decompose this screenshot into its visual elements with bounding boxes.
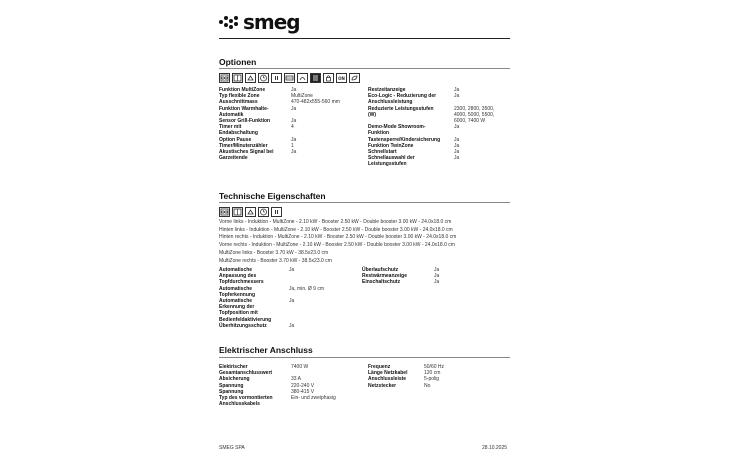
spec-key: Funktion Warmhalte- Automatik [219, 105, 269, 118]
electrical-right-list [368, 364, 510, 389]
multizone-icon [219, 73, 230, 83]
zone-line: Vorne rechts - Induktion - MultiZone - 2.10 kW - Booster 2.50 kW - Double booster 3.00 kW - 24.0x18.0 cm [219, 242, 455, 249]
options-rule [219, 68, 510, 69]
spec-value: 1 [291, 142, 294, 149]
zone-line: Vorne links - Induktion - MultiZone - 2.10 kW - Booster 2.50 kW - Double booster 3.00 kW - 24.0x18.0 cm [219, 219, 452, 225]
spec-value: Ein- und zweiphasig [291, 395, 336, 402]
options-left-list [219, 87, 369, 161]
spec-key: Ausschnittmass [219, 99, 258, 106]
spec-key: Überlaufschutz [362, 267, 399, 273]
spec-value: 5-polig [424, 376, 440, 383]
spec-value: Ja [454, 142, 460, 149]
spec-key: Timer mit Endabschaltung [219, 124, 258, 137]
spec-key: Demo-Mode Showroom- Funktion [368, 124, 426, 137]
spec-value: Ja [454, 149, 460, 156]
spec-row [219, 364, 369, 376]
spec-value: Ja [454, 93, 460, 100]
zone-line: Hinten rechts - Induktion - MultiZone - 2.10 kW - Booster 2.50 kW - Double booster 3.00 kW - 24.0x18.0 cm [219, 234, 457, 241]
on-off-icon [336, 73, 347, 83]
footer-company: SMEG SPA [219, 445, 245, 451]
spec-key: Einschaltschutz [362, 279, 401, 286]
spec-key: Funktion TwinZone [368, 142, 414, 149]
zone-icon [245, 207, 256, 217]
spec-key: Frequenz [368, 364, 391, 370]
spec-key: Sensor Grill-Funktion [219, 118, 271, 125]
spec-row [219, 124, 369, 136]
spec-key: Typ des vormontierten Anschlusskabels [219, 395, 273, 408]
technical-title: Technische Eigenschaften [219, 191, 326, 201]
timer-icon [258, 73, 269, 83]
technical-icons [219, 207, 282, 217]
spec-key: Akustisches Signal bei Garzeitende [219, 149, 274, 162]
spec-key: Eco-Logic - Reduzierung der Anschlussleistung [368, 93, 437, 106]
spec-key: Restzeitanzeige [368, 87, 406, 93]
electrical-rule [219, 357, 510, 358]
spec-value: 4 [291, 124, 294, 131]
options-right-list [368, 87, 510, 168]
zone-line: MultiZone rechts - Booster 3.70 kW - 38.5x23.0 cm [219, 257, 332, 264]
spec-key: Schnellstart [368, 149, 397, 156]
grill-icon [310, 73, 321, 83]
spec-value: 120 cm [424, 370, 441, 377]
spec-row [219, 267, 369, 286]
zone-line: Hinten links - Induktion - MultiZone - 2.10 kW - Booster 2.50 kW - Double booster 3.00 kW - 24.0x18.0 cm [219, 226, 453, 233]
spec-key: Restwärmeanzeige [362, 273, 408, 280]
spec-value: 470-482x555-560 mm [291, 99, 340, 106]
spec-key: Länge Netzkabel [368, 370, 408, 377]
spec-value: Ja [454, 87, 460, 93]
spec-key: Anschlussleiste [368, 376, 407, 383]
spec-row [219, 395, 369, 407]
electrical-title: Elektrischer Anschluss [219, 345, 313, 355]
spec-value: Ja [454, 136, 460, 143]
spec-value: 220-240 V [291, 382, 315, 389]
spec-key: Option Pause [219, 136, 252, 143]
zone-icon [232, 207, 243, 217]
technical-left-list [219, 267, 369, 329]
spec-value: 7400 W [291, 364, 309, 370]
spec-value: 50/60 Hz [424, 364, 445, 370]
spec-row [368, 155, 510, 167]
spec-key: Spannung [219, 388, 244, 395]
spec-value: Ja [434, 267, 440, 273]
technical-right-list [362, 267, 510, 286]
flex-zone-icon [232, 73, 243, 83]
spec-value: Ja, min. Ø 9 cm [289, 285, 325, 292]
pause-icon [271, 73, 282, 83]
spec-row [219, 106, 369, 118]
spec-key: Überhitzungsschutz [219, 322, 267, 329]
spec-value: Ja [291, 105, 297, 112]
spec-row [368, 106, 510, 125]
spec-value: Ja [434, 279, 440, 286]
spec-value: Ja [454, 155, 460, 162]
spec-value: Ja [454, 124, 460, 131]
smeg-logo [219, 11, 300, 33]
spec-value: 380-415 V [291, 388, 315, 395]
spec-row [368, 383, 510, 389]
spec-key: Spannung [219, 382, 244, 389]
spec-value: MultiZone [291, 93, 313, 100]
spec-row [219, 286, 369, 298]
electrical-left-list [219, 364, 369, 407]
spec-value: Ja [291, 136, 297, 143]
header-rule [219, 38, 510, 39]
spec-value: 33 A [291, 376, 302, 383]
zone-line: MultiZone links - Booster 3.70 kW - 38.5x23.0 cm [219, 249, 329, 256]
spec-key: Typ flexible Zone [219, 93, 260, 100]
technical-rule [219, 202, 510, 203]
spec-value: Ja [289, 298, 295, 305]
options-icons [219, 73, 360, 83]
spec-row [219, 298, 369, 323]
footer-date: 28.10.2025 [482, 445, 508, 451]
spec-key: Automatische Erkennung der Topfposition mit Bedienfeldaktivierung [219, 298, 272, 323]
zone-icon [258, 207, 269, 217]
spec-value: No [424, 382, 431, 389]
zone-icon [219, 207, 230, 217]
svg-text:ON: ON [338, 76, 345, 81]
bridge-icon [284, 73, 295, 83]
options-title: Optionen [219, 57, 257, 67]
spec-row [219, 149, 369, 161]
spec-value: Ja [289, 267, 295, 273]
logo-dots-icon [219, 15, 241, 29]
spec-key: Automatische Anpassung des Topfdurchmessers [219, 267, 264, 286]
spec-key: Elektrischer Gesamtanschlusswert [219, 364, 273, 377]
spec-key: Funktion MultiZone [219, 87, 266, 93]
spec-value: Ja [289, 322, 295, 329]
spec-row [362, 279, 510, 285]
spec-value: Ja [291, 87, 297, 93]
spec-value: Ja [434, 273, 440, 280]
spec-row [219, 323, 369, 329]
spec-value: Ja [291, 149, 297, 156]
spec-row [368, 93, 510, 105]
spec-value: 2300, 2800, 3500, 4000, 5000, 5500, 6000, 7400 W [454, 105, 495, 125]
spec-key: Absicherung [219, 376, 250, 383]
eco-icon [349, 73, 360, 83]
zone-lines [219, 219, 456, 265]
keep-warm-icon [297, 73, 308, 83]
spec-key: Schnellauswahl der Leistungsstufen [368, 155, 415, 168]
lock-icon [323, 73, 334, 83]
brand-name: smeg [243, 10, 300, 34]
spec-row [368, 124, 510, 136]
spec-key: Tastensperre/Kindersicherung [368, 136, 441, 143]
spec-key: Reduzierte Leistungsstufen (W) [368, 105, 434, 118]
zone-icon [271, 207, 282, 217]
spec-value: Ja [291, 118, 297, 125]
booster-icon [245, 73, 256, 83]
spec-key: Automatische Topferkennung [219, 285, 256, 298]
spec-key: Timer/Minutenzähler [219, 142, 268, 149]
spec-key: Netzstecker [368, 382, 397, 389]
